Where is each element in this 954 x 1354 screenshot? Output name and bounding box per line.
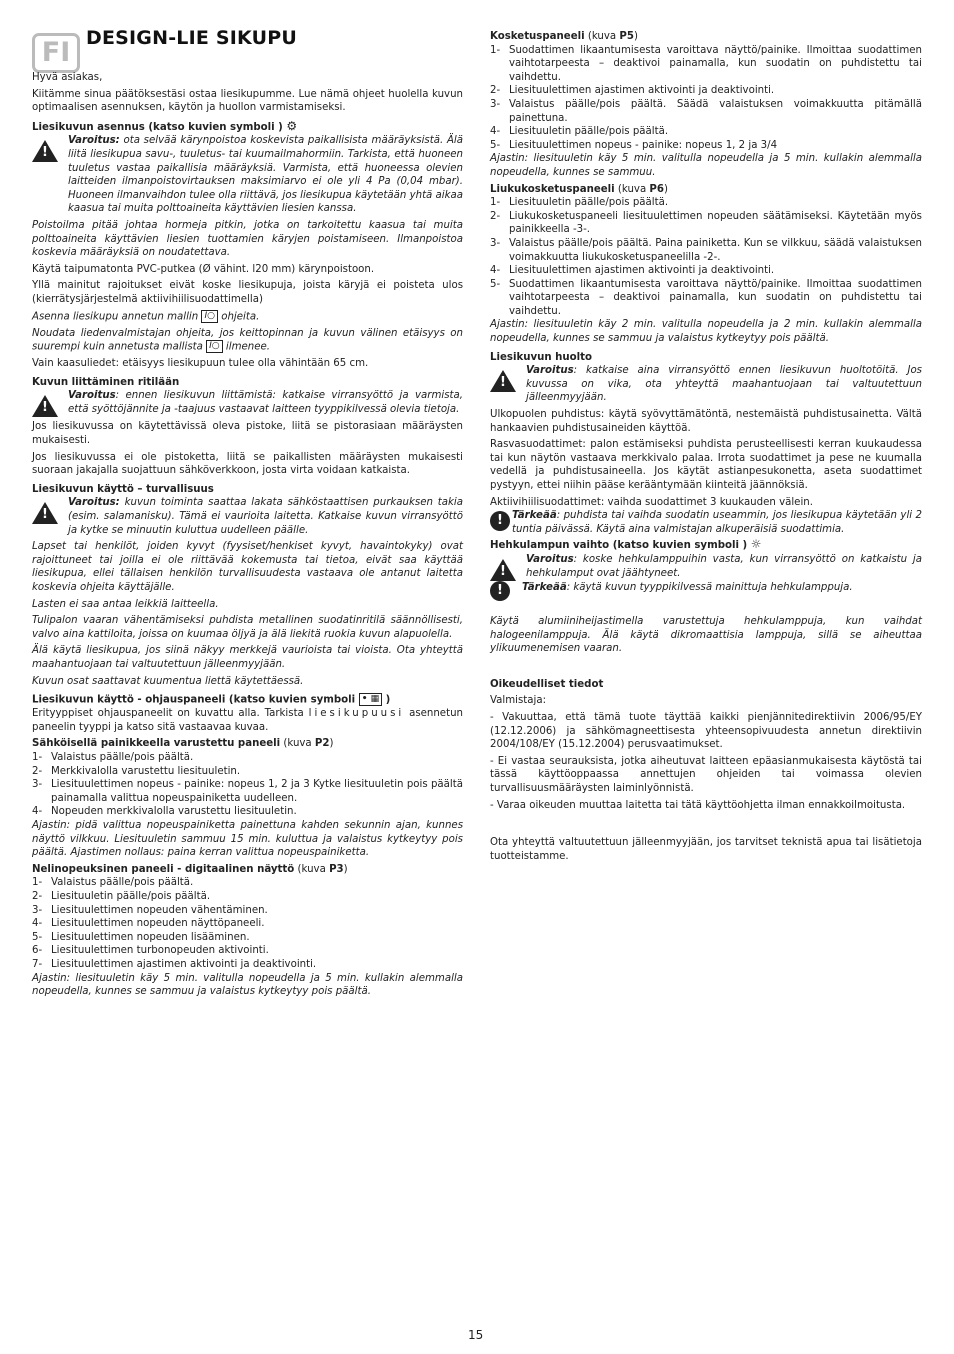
maintenance-paragraph-3: Aktiivihiilisuodattimet: vaihda suodattimet 3 kuukauden välein. — [490, 496, 813, 508]
list-item-number: 2- — [32, 890, 43, 902]
warning-triangle-icon: ! — [32, 502, 58, 524]
list-item-number: 4- — [32, 806, 43, 818]
list-item-number: 4- — [490, 265, 501, 277]
list-item — [32, 944, 463, 958]
list-item — [490, 44, 922, 85]
list-item-text: Valaistus päälle/pois päältä. — [51, 752, 194, 764]
panel-p3-list — [32, 876, 463, 971]
grid-paragraph-1: Jos liesikuvussa on käytettävissä oleva pistoke, liitä se pistorasiaan määräysten mukaisesti. — [32, 421, 463, 447]
legal-paragraph-1: - Vakuuttaa, että tämä tuote täyttää kaikki pienjännitedirektiivin 2006/95/EY (12.12.2006) ja sähkömagneettisesta yhteensopivuudesta annetun direktiivin 2004/108/EY (15.12.2004) perusvaatimukset. — [490, 711, 922, 751]
list-item-text: Liesituuletin päälle/pois päältä. — [509, 197, 669, 209]
list-item — [490, 98, 922, 125]
legal-paragraph-4: Ota yhteyttä valtuutettuun jälleenmyyjään, jos tarvitset teknistä apua tai lisätietoja tuotteistamme. — [490, 837, 922, 862]
warning-block-install: ! Varoitus: ota selvää kärynpoistoa koskevista paikallisista määräyksistä. Älä liitä liesikupua savu-, tuuletus- tai kuumailmahormiin. Tarkista, että huoneen tuuletus vastaa paikallisia määräyksiä. Varmista, että huoneessa olevien laitteiden ilmanpoistovirtauksen maksimiarvo ei ole yli 4 Pa (0,04 mbar). Huoneen ilmanvaihdon tulee olla riittävä, jos liesikupua käytetään yhtä aikaa kaasua tai muita polttoaineita käyttävien liesien kanssa. — [32, 134, 463, 216]
list-item-text: Liesituulettimen nopeus - painike: nopeus 1, 2 ja 3 Kytke liesituuletin pois päältä painamalla valittua nopeuspainiketta uudelleen. — [51, 779, 463, 804]
panel-p6-note: Ajastin: liesituuletin käy 2 min. valitulla nopeudella ja 2 min. kullakin alemmalla nopeudella, kunnes se sammuu ja valaistus kytkeytyy pois päältä. — [490, 319, 922, 345]
panel-paragraph-1: Erityyppiset ohjauspaneelit on kuvattu alla. Tarkista liesikupuusi asennetun paneelin tyyppi ja katso sitä vastaavaa kuvaa. — [32, 708, 463, 733]
grid-paragraph-2: Jos liesikuvussa ei ole pistoketta, liitä se paikallisten määräysten mukaisesti suoraan jakajalla suojattuun sähköverkkoon, josta virta voidaan katkaista. — [32, 451, 463, 477]
language-badge: FI — [32, 33, 80, 73]
list-item — [490, 84, 922, 98]
panel-p3-note: Ajastin: liesituuletin käy 5 min. valitulla nopeudella ja 5 min. kullakin alemmalla nopeudella, kunnes se sammuu ja valaistus kytkeytyy pois päältä. — [32, 972, 463, 998]
safety-paragraph-5: Kuvun osat saattavat kuumentua liettä käytettäessä. — [32, 675, 304, 687]
list-item — [32, 904, 463, 918]
page-number: 15 — [468, 1328, 484, 1342]
section-heading-legal: Oikeudelliset tiedot — [490, 678, 604, 690]
list-item-number: 5- — [490, 278, 501, 290]
section-heading-lamp: Hehkulampun vaihto (katso kuvien symboli ) ☼ — [490, 537, 762, 552]
list-item-number: 5- — [490, 139, 501, 151]
list-item-number: 5- — [32, 931, 43, 943]
legal-paragraph-3: - Varaa oikeuden muuttaa laitetta tai tätä käyttöohjetta ilman ennakkoilmoitusta. — [490, 799, 906, 811]
important-circle-icon: ! — [490, 511, 510, 531]
section-heading-safety: Liesikuvun käyttö – turvallisuus — [32, 483, 214, 495]
list-item-text: Liesituulettimen nopeus - painike: nopeus 1, 2 ja 3/4 — [509, 139, 778, 151]
install-paragraph-4: Asenna liesikupu annetun mallin I○ ohjeita. — [32, 310, 260, 322]
important-circle-icon: ! — [490, 581, 510, 601]
lamp-paragraph-1: Käytä alumiiniheijastimella varustettuja hehkulamppuja, kun vaihdat halogeenilamppuja. Älä käytä dikromaattisia lamppuja, sillä se aiheuttaa ylikuumenemisen vaaran. — [490, 615, 922, 655]
list-item-text: Liesituulettimen ajastimen aktivointi ja deaktivointi. — [509, 85, 775, 97]
section-heading-install: Liesikuvun asennus (katso kuvien symboli ) ⚙ — [32, 118, 298, 133]
model-icon: I○ — [206, 340, 223, 353]
install-paragraph-5: Noudata liedenvalmistajan ohjeita, jos keittopinnan ja kuvun välinen etäisyys on suurempi kuin annetusta mallista I○ ilmenee. — [32, 327, 463, 353]
panel-p6-list — [490, 196, 922, 318]
list-item-number: 3- — [490, 98, 501, 110]
list-item-text: Valaistus päälle/pois päältä. — [51, 877, 194, 889]
warning-triangle-icon: ! — [490, 370, 516, 392]
warning-block-maintenance: ! Varoitus: katkaise aina virransyöttö ennen liesikuvun huoltotöitä. Jos kuvussa on vika, ota yhteyttä maahantuojaan tai valtuutettuun jälleenmyyjään. — [490, 364, 922, 405]
maintenance-paragraph-2: Rasvasuodattimet: palon estämiseksi puhdista perusteellisesti kerran kuukaudessa tai kun näytön vastaava merkkivalo palaa. Irrota suodattimet ja pese ne kuumalla vedellä ja puhdistusaineella. Jos käytät astianpesukonetta, aseta suodattimet pystyyn, ettei niihin pääse kerääntymään kiinteitä jäännöksiä. — [490, 439, 922, 491]
list-item — [490, 237, 922, 264]
lamp-icon: ☼ — [750, 537, 762, 552]
list-item-text: Nopeuden merkkivalolla varustettu liesituuletin. — [51, 806, 297, 818]
warning-block-safety: ! Varoitus: kuvun toiminta saattaa lakata sähköstaattisen purkauksen takia (esim. salamanisku). Tämä ei vaurioita laitetta. Katkaise kuvun virransyöttö ja kytke se minuutin kuluttua uudelleen päälle. — [32, 496, 463, 537]
panel-p5-note: Ajastin: liesituuletin käy 5 min. valitulla nopeudella ja 5 min. kullakin alemmalla nopeudella, kunnes se sammuu. — [490, 153, 922, 178]
list-item-number: 3- — [32, 779, 43, 791]
control-panel-icon: • ▦ — [359, 693, 382, 706]
warning-block-lamp: ! Varoitus: koske hehkulamppuihin vasta, kun virransyöttö on katkaistu ja hehkulamput ovat jäähtyneet. — [490, 553, 922, 581]
list-item-number: 6- — [32, 945, 43, 957]
list-item — [32, 778, 463, 805]
list-item-number: 3- — [32, 904, 43, 916]
legal-paragraph-2: - Ei vastaa seurauksista, jotka aiheutuvat laitteen epäasianmukaisesta käytöstä tai tässä käyttöoppaassa annettujen ohjeiden tai voimassa olevien turvallisuusmääräysten laiminlyönnistä. — [490, 755, 922, 794]
list-item-text: Liesituulettimen nopeuden näyttöpaneeli. — [51, 918, 265, 930]
list-item-number: 1- — [490, 197, 501, 209]
list-item-text: Liesituulettimen ajastimen aktivointi ja deaktivointi. — [509, 265, 775, 277]
section-heading-grid: Kuvun liittäminen ritilään — [32, 376, 180, 388]
important-block-maintenance: ! Tärkeää: puhdista tai vaihda suodatin useammin, jos liesikupua käytetään yli 2 tuntia päivässä. Käytä aina valmistajan alkuperäisiä suodattimia. — [490, 509, 922, 536]
install-paragraph-2: Käytä taipumatonta PVC-putkea (Ø vähint. l20 mm) kärynpoistoon. — [32, 263, 375, 275]
list-item — [32, 876, 463, 890]
list-item — [32, 931, 463, 945]
list-item — [32, 805, 463, 819]
list-item-text: Valaistus päälle/pois päältä. Säädä valaistuksen voimakkuutta pitämällä painettuna. — [509, 98, 922, 124]
list-item-text: Liesituulettimen turbonopeuden aktivointi. — [51, 945, 269, 957]
important-block-lamp: ! Tärkeää: käytä kuvun tyyppikilvessä mainittuja hehkulamppuja. — [490, 581, 922, 601]
warning-triangle-icon: ! — [32, 140, 58, 162]
warning-triangle-icon: ! — [32, 395, 58, 417]
section-heading-maintenance: Liesikuvun huolto — [490, 351, 593, 363]
list-item — [490, 210, 922, 237]
safety-paragraph-3: Tulipalon vaaran vähentämiseksi puhdista metallinen suodatinritilä säännöllisesti, valvo aina kattiloita, joissa on kuumaa öljyä ja älä liekitä ruokia kuvun alapuolella. — [32, 615, 463, 640]
page-title: DESIGN-LIE SIKUPU — [86, 27, 297, 49]
list-item — [490, 196, 922, 210]
list-item — [32, 890, 463, 904]
list-item-text: Suodattimen likaantumisesta varoittava näyttö/painike. Ilmoittaa suodattimen vaihtotarpeesta – deaktivoi painamalla, kun suodatin on puhdistettu tai vaihdettu. — [509, 278, 922, 317]
panel-p6-heading: Liukukosketuspaneeli (kuva P6) — [490, 183, 668, 195]
safety-paragraph-1: Lapset tai henkilöt, joiden kyvyt (fyysiset/henkiset kyvyt, havaintokyky) ovat rajoittuneet tai joilla ei ole riittävää kokemusta tai tietoa, eivät saa käyttää liesikupua, ellei tällaisen henkilön turvallisuudesta vastaava ole antanut laitetta koskevia ohjeita käyttäjälle. — [32, 541, 463, 593]
list-item-number: 2- — [490, 210, 501, 222]
list-item — [32, 751, 463, 765]
warning-block-grid: ! Varoitus: ennen liesikuvun liittämistä: katkaise virransyöttö ja varmista, että syöttöjännite ja -taajuus vastaavat laitteen tyyppikilvessä olevia tietoja. — [32, 389, 463, 417]
list-item — [32, 958, 463, 972]
greeting: Hyvä asiakas, — [32, 72, 103, 83]
panel-p5-heading: Kosketuspaneeli (kuva P5) — [490, 31, 638, 42]
list-item-number: 7- — [32, 958, 43, 970]
panel-p2-heading: Sähköisellä painikkeella varustettu paneeli (kuva P2) — [32, 738, 334, 750]
list-item — [32, 917, 463, 931]
list-item-number: 2- — [32, 765, 43, 777]
list-item-number: 1- — [490, 44, 501, 56]
panel-p2-list — [32, 751, 463, 819]
list-item — [490, 278, 922, 319]
install-paragraph-3: Yllä mainitut rajoitukset eivät koske liesikupuja, joista käryjä ei poisteta ulos (kierrätysjärjestelmä aktiivihiilisuodattimella) — [32, 280, 463, 305]
list-item-text: Suodattimen likaantumisesta varoittava näyttö/painike. Ilmoittaa suodattimen vaihtotarpeesta – deaktivoi painamalla, kun suodatin on puhdistettu tai vaihdettu. — [509, 44, 922, 83]
panel-p2-note: Ajastin: pidä valittua nopeuspainiketta painettuna kahden sekunnin ajan, kunnes näyttö vilkkuu. Liesituuletin sammuu 15 min. kuluttua ja valaistus kytkeytyy pois päältä. Ajastimen nollaus: paina kerran valittua nopeuspainiketta. — [32, 820, 463, 859]
list-item-text: Liesituulettimen nopeuden lisääminen. — [51, 931, 250, 943]
list-item-text: Liesituuletin päälle/pois päältä. — [51, 890, 211, 902]
list-item-number: 4- — [32, 918, 43, 930]
safety-paragraph-2: Lasten ei saa antaa leikkiä laitteella. — [32, 598, 219, 610]
right-column — [490, 30, 922, 863]
safety-paragraph-4: Älä käytä liesikupua, jos siinä näkyy merkkejä vaurioista tai vioista. Ota yhteyttä maahantuojaan tai valtuutettuun jälleenmyyjään. — [32, 645, 463, 670]
legal-paragraph-0: Valmistaja: — [490, 695, 547, 707]
maintenance-paragraph-1: Ulkopuolen puhdistus: käytä syövyttämätöntä, nestemäistä puhdistusainetta. Vältä hankaavien puhdistusaineiden käyttöä. — [490, 409, 922, 434]
install-paragraph-6: Vain kaasuliedet: etäisyys liesikupuun tulee olla vähintään 65 cm. — [32, 358, 369, 370]
panel-p5-list — [490, 44, 922, 153]
list-item-number: 2- — [490, 85, 501, 97]
list-item — [490, 125, 922, 139]
wrench-icon: ⚙ — [286, 118, 298, 133]
list-item-text: Liesituulettimen ajastimen aktivointi ja deaktivointi. — [51, 958, 317, 970]
panel-p3-heading: Nelinopeuksinen paneeli - digitaalinen näyttö (kuva P3) — [32, 863, 348, 875]
list-item-text: Liesituuletin päälle/pois päältä. — [509, 126, 669, 138]
list-item-text: Liukukosketuspaneeli liesituulettimen nopeuden säätämiseksi. Käytetään myös painikkeella -3-. — [509, 210, 922, 236]
list-item-text: Liesituulettimen nopeuden vähentäminen. — [51, 904, 268, 916]
list-item — [490, 139, 922, 153]
warning-triangle-icon: ! — [490, 559, 516, 581]
list-item — [490, 264, 922, 278]
list-item-number: 3- — [490, 237, 501, 249]
list-item — [32, 765, 463, 779]
model-icon: I○ — [201, 310, 218, 323]
section-heading-panel: Liesikuvun käyttö - ohjauspaneeli (katso kuvien symboli • ▦ ) — [32, 694, 391, 706]
list-item-number: 4- — [490, 126, 501, 138]
intro-paragraph: Kiitämme sinua päätöksestäsi ostaa liesikupumme. Lue nämä ohjeet huolella kuvun optimaalisen asennuksen, käytön ja huollon varmistamiseksi. — [32, 88, 463, 114]
list-item-number: 1- — [32, 877, 43, 889]
list-item-number: 1- — [32, 752, 43, 764]
list-item-text: Valaistus päälle/pois päältä. Paina painiketta. Kun se vilkkuu, säädä valaistuksen voimakkuutta liukukosketuspaneelilla -2-. — [509, 237, 922, 263]
left-column — [32, 71, 463, 999]
list-item-text: Merkkivalolla varustettu liesituuletin. — [51, 765, 241, 777]
install-paragraph-1: Poistoilma pitää johtaa hormeja pitkin, jotka on tarkoitettu kaasua tai muita polttoaineita käyttävien liesien tuottamien käryjen poistamiseen. Ilmanpoistoa koskevia määräyksiä on noudatettava. — [32, 219, 463, 259]
